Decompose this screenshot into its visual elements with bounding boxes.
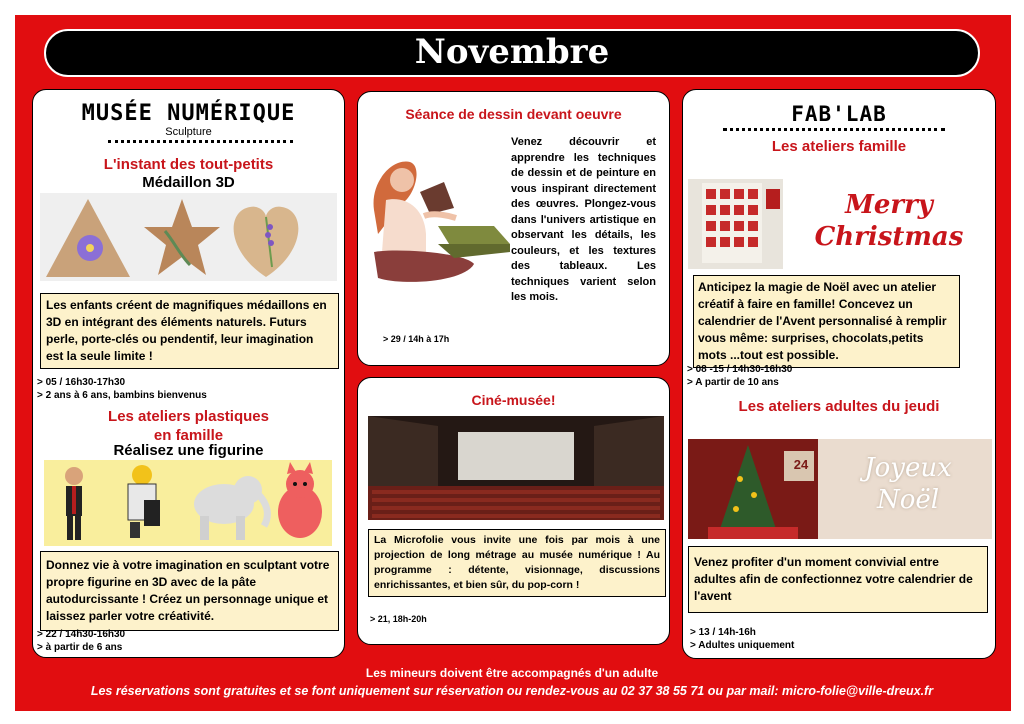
noel-text: Noël (876, 485, 940, 515)
dessin-title: Séance de dessin devant oeuvre (405, 106, 622, 122)
dessin-illustration (364, 152, 510, 302)
musee-numerique-card (32, 89, 345, 658)
adultes-description: Venez profiter d'un moment convivial entre adultes afin de confectionnez votre calendrier de l'avent (688, 546, 988, 613)
medaillons-image (40, 193, 337, 281)
advent-calendar-image (688, 179, 783, 269)
famille-date: > 08 -15 / 14h30-16h30 (687, 364, 793, 375)
musee-subtitle: Sculpture (165, 126, 212, 138)
joyeux-noel-image (688, 439, 992, 539)
famille-age: > A partir de 10 ans (687, 377, 779, 388)
month-banner (44, 29, 980, 77)
famille-description: Anticipez la magie de Noël avec un atelier créatif à faire en famille! Concevez un calendrier de l'Avent personnalisé à remplir vous même: surprises, chocolats,petits mots ...tout est possible. (693, 275, 960, 368)
section-title-tout-petits: L'instant des tout-petits (103, 156, 274, 173)
medaillon-description: Les enfants créent de magnifiques médaillons en 3D en intégrant des éléments naturels. Futurs perle, porte-clés ou pendentif, leur imagination est la seule limite ! (40, 293, 339, 369)
footer-reservation-notice: Les réservations sont gratuites et se font uniquement sur réservation ou rendez-vous au 02 37 38 55 71 ou par mail: micro-folie@ville-dreux.fr (90, 684, 934, 698)
section-subtitle-medaillon: Médaillon 3D (142, 174, 235, 191)
calendar-day-label: 24 (793, 457, 809, 472)
cine-card (357, 377, 670, 645)
merry-christmas-image (793, 186, 985, 270)
figurine-date: > 22 / 14h30-16h30 (37, 629, 126, 640)
section-title-ateliers-plastiques: Les ateliers plastiques (108, 408, 269, 425)
merry-text: Merry (845, 190, 933, 220)
cine-description: La Microfolie vous invite une fois par mois à une projection de long métrage au musée numérique ! Au programme : détente, visionnage, discussions enrichissantes, et bien sûr, du pop-corn ! (368, 529, 666, 597)
dessin-date: > 29 / 14h à 17h (383, 334, 450, 344)
cinema-image (368, 416, 664, 520)
musee-title: MUSÉE NUMÉRIQUE (81, 101, 296, 126)
fablab-card (682, 89, 996, 659)
adultes-date: > 13 / 14h-16h (690, 627, 756, 638)
medaillon-age: > 2 ans à 6 ans, bambins bienvenus (37, 390, 207, 401)
fablab-title: FAB'LAB (791, 102, 887, 126)
divider (108, 140, 293, 143)
adultes-audience: > Adultes uniquement (690, 640, 795, 651)
dessin-card (357, 91, 670, 366)
divider (723, 128, 945, 131)
footer-minors-notice: Les mineurs doivent être accompagnés d'un adulte (365, 666, 659, 680)
cine-title: Ciné-musée! (471, 392, 556, 408)
cine-date: > 21, 18h-20h (370, 614, 427, 624)
figurine-description: Donnez vie à votre imagination en sculptant votre propre figurine en 3D avec de la pâte autodurcissante ! Créez un personnage unique et laissez parler votre créativité. (40, 551, 339, 631)
page-title: Novembre (414, 32, 610, 72)
figurine-age: > à partir de 6 ans (37, 642, 123, 653)
christmas-text: Christmas (814, 222, 964, 252)
section-title-ateliers-famille: Les ateliers famille (771, 138, 907, 155)
dessin-description: Venez découvrir et apprendre les techniques de dessin et de peinture en vous inspirant directement des œuvres. Plongez-vous dans l'univers artistique en observant les détails, les couleurs, et les textures des tableaux. Les techniques varient selon les mois. (511, 136, 656, 303)
figurines-image (44, 460, 332, 546)
section-title-ateliers-adultes: Les ateliers adultes du jeudi (738, 398, 940, 415)
section-title-en-famille: en famille (153, 427, 224, 444)
section-subtitle-figurine: Réalisez une figurine (113, 442, 264, 459)
joyeux-text: Joyeux (864, 453, 952, 483)
medaillon-date: > 05 / 16h30-17h30 (37, 377, 126, 388)
